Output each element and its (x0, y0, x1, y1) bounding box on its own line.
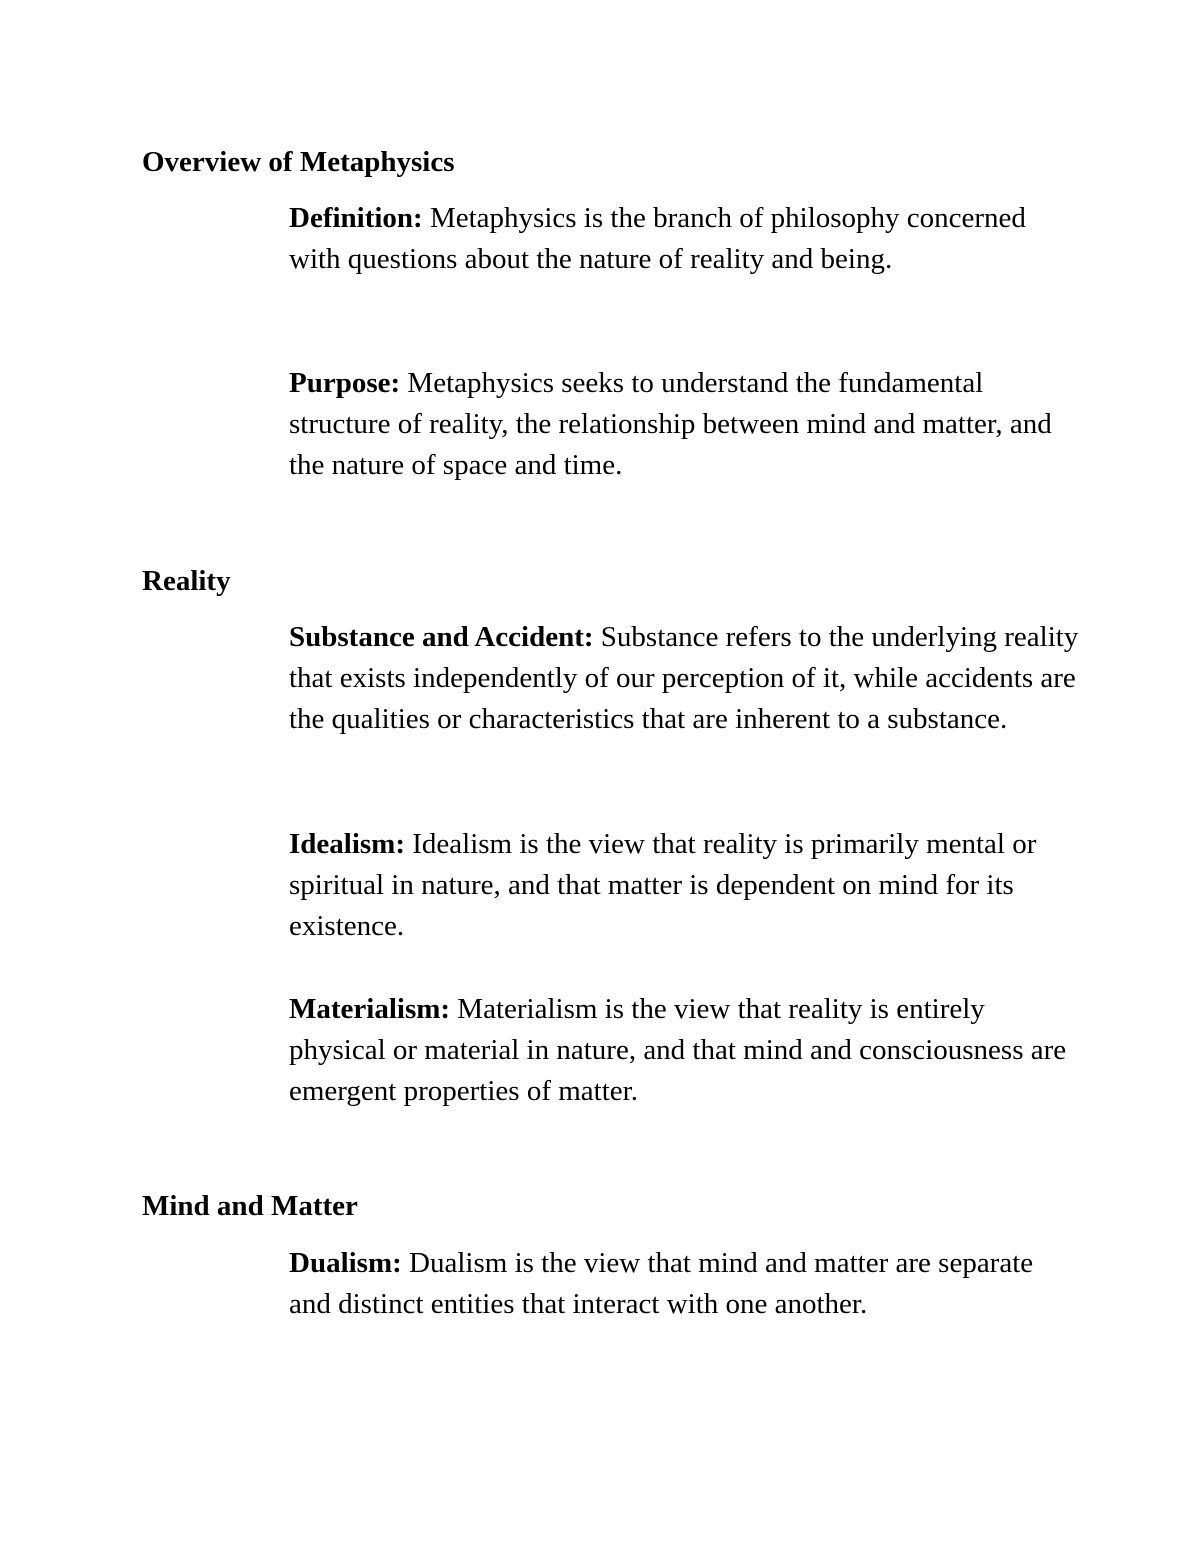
entry-substance-and-accident (289, 617, 1079, 740)
entry-idealism (289, 824, 1079, 947)
entry-text: Materialism is the view that reality is entirely physical or material in nature, and that mind and consciousness are emergent properties of matter. (289, 993, 1067, 1107)
section-heading-overview: Overview of Metaphysics (142, 146, 455, 178)
entry-term: Idealism: (289, 828, 405, 860)
entry-term: Purpose: (289, 367, 401, 399)
entry-dualism (289, 1243, 1079, 1325)
entry-definition (289, 198, 1079, 280)
entry-purpose (289, 363, 1079, 486)
entry-term: Definition: (289, 202, 423, 234)
entry-text: Metaphysics seeks to understand the fundamental structure of reality, the relationship between mind and matter, and the nature of space and time. (289, 367, 1052, 481)
entry-text: Idealism is the view that reality is primarily mental or spiritual in nature, and that matter is dependent on mind for its existence. (289, 828, 1037, 942)
entry-materialism (289, 989, 1079, 1112)
entry-text: Substance refers to the underlying reality that exists independently of our perception of it, while accidents are the qualities or characteristics that are inherent to a substance. (289, 621, 1079, 735)
entry-term: Materialism: (289, 993, 451, 1025)
section-heading-reality: Reality (142, 565, 231, 597)
entry-term: Dualism: (289, 1247, 402, 1279)
entry-text: Metaphysics is the branch of philosophy concerned with questions about the nature of reality and being. (289, 202, 1026, 275)
section-heading-mind-and-matter: Mind and Matter (142, 1190, 358, 1222)
entry-term: Substance and Accident: (289, 621, 594, 653)
entry-text: Dualism is the view that mind and matter are separate and distinct entities that interact with one another. (289, 1247, 1034, 1320)
